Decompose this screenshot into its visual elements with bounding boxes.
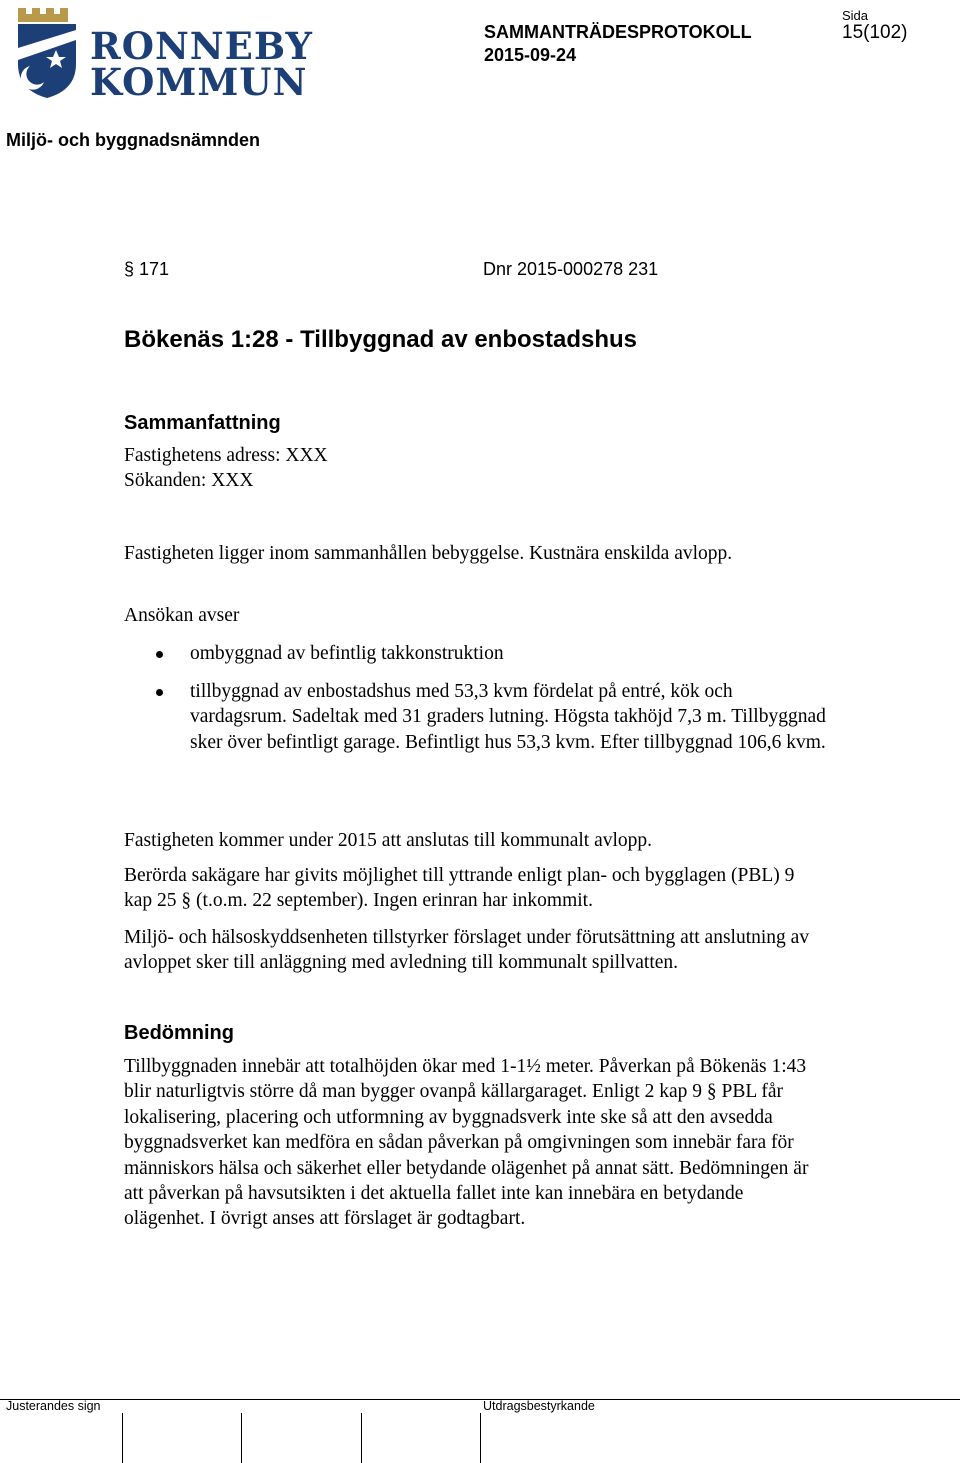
sewer-paragraph: Fastigheten kommer under 2015 att anslutas till kommunalt avlopp.	[124, 830, 653, 851]
signature-box-divider	[241, 1413, 242, 1463]
signature-box-divider	[122, 1413, 123, 1463]
item-title: Bökenäs 1:28 - Tillbyggnad av enbostadshus	[124, 326, 638, 353]
signature-box-divider	[480, 1413, 481, 1463]
footer-divider	[0, 1399, 960, 1400]
page-label: Sida	[842, 8, 869, 23]
list-item: tillbyggnad av enbostadshus med 53,3 kvm fördelat på entré, kök och vardagsrum. Sadeltak med 31 graders lutning. Högsta takhöjd 7,3 m. Tillbyggnad sker över befintligt garage. Befintligt hus 53,3 kvm. Efter tillbyggnad 106,6 kvm.	[190, 681, 826, 753]
bullet-icon	[156, 651, 163, 658]
neighbours-paragraph: Berörda sakägare har givits möjlighet till yttrande enligt plan- och bygglagen (PBL) 9 kap 25 § (t.o.m. 22 september). Ingen erinran har inkommit.	[124, 865, 795, 912]
signature-box-divider	[361, 1413, 362, 1463]
diary-number: Dnr 2015-000278 231	[483, 259, 659, 279]
logo-text-line2: KOMMUN	[90, 60, 308, 104]
municipality-logo	[10, 4, 313, 104]
page-number: 15(102)	[842, 22, 908, 43]
list-item: ombyggnad av befintlig takkonstruktion	[190, 643, 504, 664]
application-intro: Ansökan avser	[124, 605, 240, 626]
signature-label: Justerandes sign	[6, 1399, 101, 1413]
extract-certification-label: Utdragsbestyrkande	[483, 1399, 595, 1413]
bullet-icon	[156, 689, 163, 696]
board-name: Miljö- och byggnadsnämnden	[6, 130, 261, 150]
logo-text-line1: RONNEBY	[90, 24, 313, 68]
property-address: Fastighetens adress: XXX	[124, 445, 328, 466]
meeting-date: 2015-09-24	[484, 45, 577, 65]
section-number: § 171	[124, 259, 170, 279]
health-unit-paragraph: Miljö- och hälsoskyddsenheten tillstyrker förslaget under förutsättning att anslutning av avloppet sker till anläggning med avledning till kommunalt spillvatten.	[124, 927, 810, 974]
applicant: Sökanden: XXX	[124, 470, 254, 491]
assessment-paragraph: Tillbyggnaden innebär att totalhöjden ökar med 1-1½ meter. Påverkan på Bökenäs 1:43 blir naturligtvis större då man bygger ovanpå källargaraget. Enligt 2 kap 9 § PBL får lokalisering, placering och utformning av byggnadsverk inte ske så att den avsedda byggnadsverket kan medföra en sådan påverkan på omgivningen som innebär fara för människors hälsa och säkerhet eller betydande olägenhet på annat sätt. Bedömningen är att påverkan på havsutsikten i det aktuella fallet inte kan innebära en betydande olägenhet. I övrigt anses att förslaget är godtagbart.	[124, 1056, 809, 1230]
summary-paragraph: Fastigheten ligger inom sammanhållen bebyggelse. Kustnära enskilda avlopp.	[124, 543, 733, 564]
assessment-heading: Bedömning	[124, 1022, 234, 1044]
summary-heading: Sammanfattning	[124, 412, 281, 434]
coat-of-arms-icon	[12, 4, 82, 100]
document-type: SAMMANTRÄDESPROTOKOLL	[484, 22, 752, 42]
